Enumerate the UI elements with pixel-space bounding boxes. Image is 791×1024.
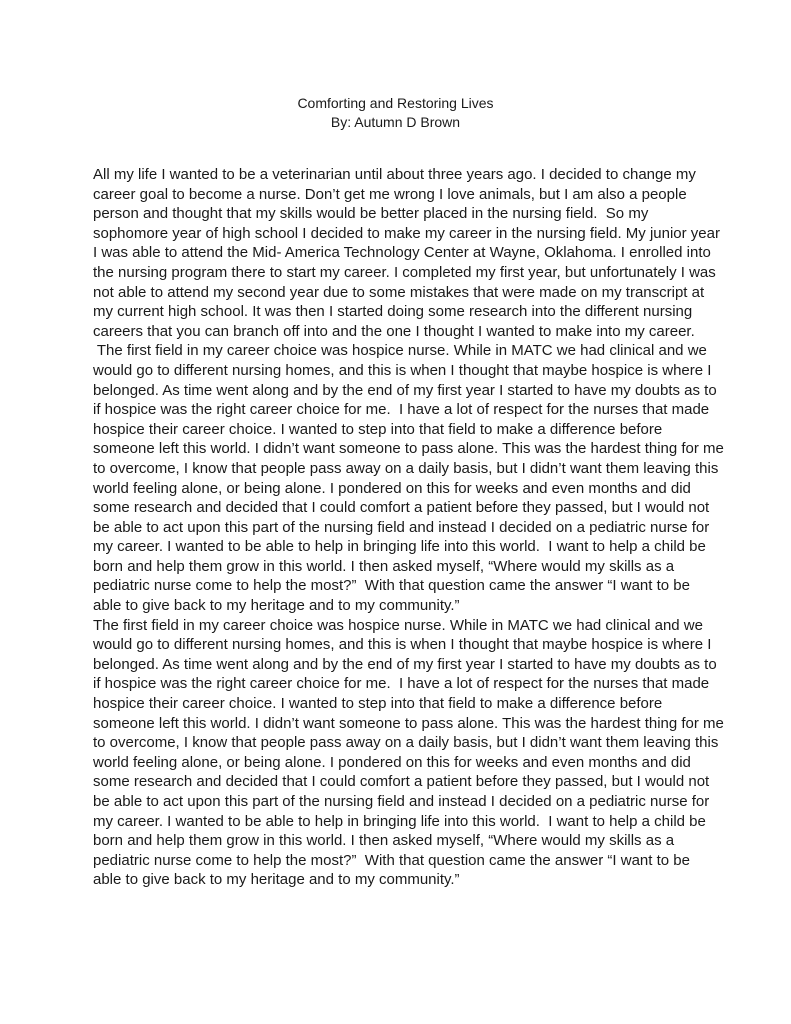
text-line: be able to act upon this part of the nursing field and instead I decided on a pediatric nurse for: [93, 518, 710, 536]
text-line: to overcome, I know that people pass away on a daily basis, but I didn’t want them leaving this: [93, 734, 719, 752]
text-line: pediatric nurse come to help the most?” With that question came the answer “I want to be: [93, 851, 690, 869]
document-byline: By: Autumn D Brown: [330, 114, 461, 130]
text-line: able to give back to my heritage and to my community.”: [93, 871, 460, 889]
text-line: pediatric nurse come to help the most?” With that question came the answer “I want to be: [93, 577, 690, 595]
text-line: All my life I wanted to be a veterinarian until about three years ago. I decided to change my: [93, 166, 696, 183]
text-line: born and help them grow in this world. I then asked myself, “Where would my skills as a: [93, 557, 675, 575]
title-block: [0, 94, 791, 132]
document-title: Comforting and Restoring Lives: [297, 95, 494, 111]
text-line: able to give back to my heritage and to my community.”: [93, 597, 460, 615]
text-line: The first field in my career choice was hospice nurse. While in MATC we had clinical and we: [93, 342, 707, 360]
text-line: world feeling alone, or being alone. I pondered on this for weeks and even months and did: [93, 479, 691, 497]
text-line: someone left this world. I didn’t want someone to pass alone. This was the hardest thing for me: [93, 440, 724, 458]
text-line: if hospice was the right career choice for me. I have a lot of respect for the nurses that made: [93, 675, 710, 693]
text-line: would go to different nursing homes, and this is when I thought that maybe hospice is where I: [93, 636, 712, 654]
text-line: sophomore year of high school I decided to make my career in the nursing field. My junior year: [93, 224, 720, 242]
text-line: some research and decided that I could comfort a patient before they passed, but I would not: [93, 499, 710, 517]
text-line: someone left this world. I didn’t want someone to pass alone. This was the hardest thing for me: [93, 714, 724, 732]
text-line: my career. I wanted to be able to help in bringing life into this world. I want to help a child be: [93, 538, 706, 556]
text-line: person and thought that my skills would be better placed in the nursing field. So my: [93, 205, 649, 223]
text-line: hospice their career choice. I wanted to step into that field to make a difference before: [93, 695, 663, 713]
text-line: belonged. As time went along and by the end of my first year I started to have my doubts as to: [93, 381, 717, 399]
text-line: hospice their career choice. I wanted to step into that field to make a difference before: [93, 420, 663, 438]
text-line: to overcome, I know that people pass away on a daily basis, but I didn’t want them leaving this: [93, 459, 719, 477]
text-line: The first field in my career choice was hospice nurse. While in MATC we had clinical and we: [93, 616, 703, 634]
text-line: not able to attend my second year due to some mistakes that were made on my transcript at: [93, 283, 705, 301]
text-line: world feeling alone, or being alone. I pondered on this for weeks and even months and did: [93, 753, 691, 771]
text-line: my career. I wanted to be able to help in bringing life into this world. I want to help a child be: [93, 812, 706, 830]
text-line: the nursing program there to start my career. I completed my first year, but unfortunately I was: [93, 263, 716, 281]
text-line: careers that you can branch off into and the one I thought I wanted to make into my career.: [93, 322, 695, 340]
text-line: be able to act upon this part of the nursing field and instead I decided on a pediatric nurse for: [93, 793, 710, 810]
text-line: I was able to attend the Mid- America Technology Center at Wayne, Oklahoma. I enrolled into: [93, 244, 711, 262]
text-line: would go to different nursing homes, and this is when I thought that maybe hospice is where I: [93, 361, 712, 379]
text-line: career goal to become a nurse. Don’t get me wrong I love animals, but I am also a people: [93, 185, 687, 203]
text-line: if hospice was the right career choice for me. I have a lot of respect for the nurses that made: [93, 401, 710, 419]
essay-body: [93, 165, 724, 890]
text-line: belonged. As time went along and by the end of my first year I started to have my doubts as to: [93, 655, 717, 673]
text-line: born and help them grow in this world. I then asked myself, “Where would my skills as a: [93, 832, 675, 850]
text-line: some research and decided that I could comfort a patient before they passed, but I would not: [93, 773, 710, 791]
text-line: my current high school. It was then I started doing some research into the different nursing: [93, 303, 693, 321]
